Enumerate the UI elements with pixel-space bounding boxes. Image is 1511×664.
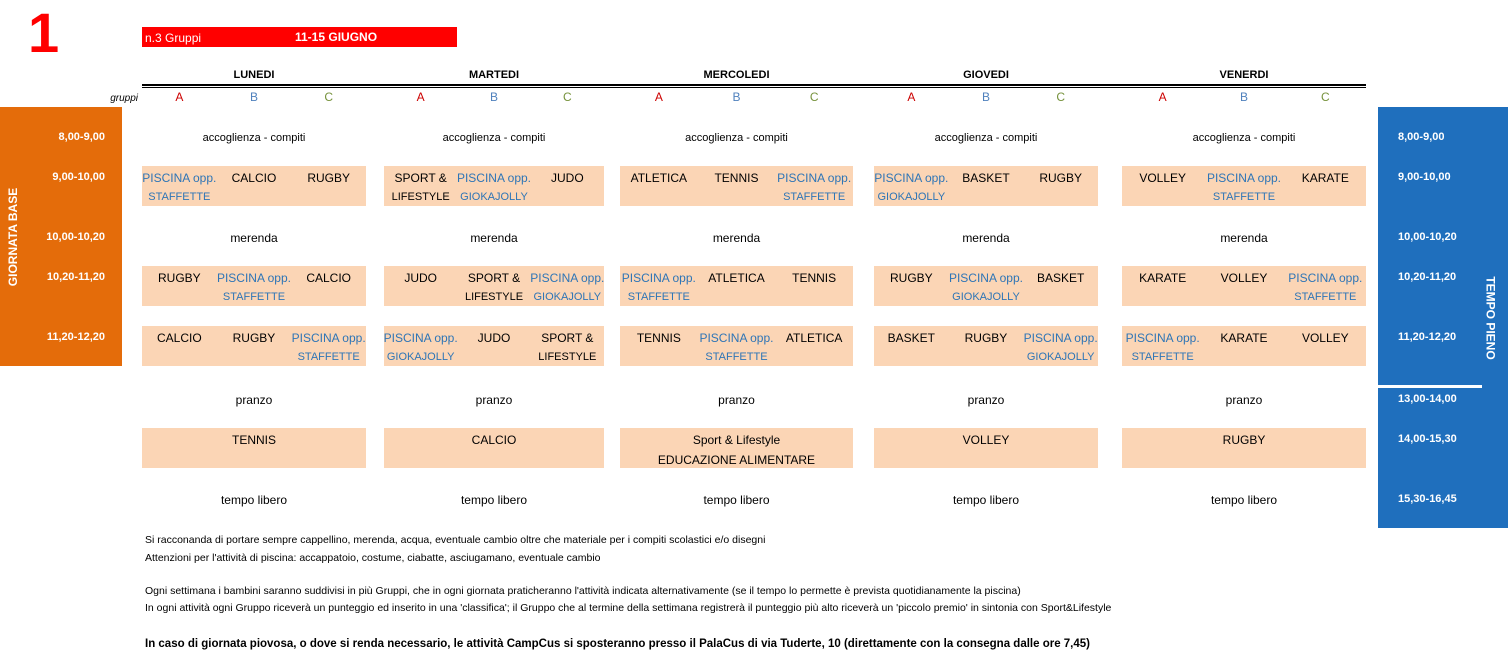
activity-name: CALCIO bbox=[156, 331, 202, 345]
day-header: MARTEDI bbox=[468, 69, 520, 81]
activity-name: TENNIS bbox=[792, 271, 837, 285]
note-items: Si racconanda di portare sempre cappellino, merenda, acqua, eventuale cambio oltre che materiale per i compiti scolastici e/o disegni bbox=[145, 534, 766, 546]
time-label-right: 10,20-11,20 bbox=[1398, 271, 1457, 283]
header-rule bbox=[142, 84, 1366, 86]
welcome-cell: accoglienza - compiti bbox=[442, 132, 546, 144]
activity-name: JUDO bbox=[477, 331, 511, 345]
activity-detail: STAFFETTE bbox=[1294, 291, 1357, 303]
groups-count: n.3 Gruppi bbox=[145, 31, 202, 45]
activity-name: SPORT & bbox=[541, 331, 594, 345]
lunch-cell: pranzo bbox=[967, 393, 1005, 407]
free-time-cell: tempo libero bbox=[952, 493, 1020, 507]
group-letter: C bbox=[1320, 90, 1330, 104]
activity-detail: LIFESTYLE bbox=[391, 191, 450, 203]
day-header: VENERDI bbox=[1219, 69, 1269, 81]
free-time-cell: tempo libero bbox=[1210, 493, 1278, 507]
group-letter: A bbox=[654, 90, 663, 104]
activity-detail: LIFESTYLE bbox=[464, 291, 524, 303]
lunch-cell: pranzo bbox=[235, 393, 273, 407]
afternoon-activity: VOLLEY bbox=[962, 433, 1010, 447]
lunch-cell: pranzo bbox=[718, 393, 755, 407]
week-dates: 11-15 GIUGNO bbox=[295, 30, 378, 44]
time-label-left: 10,00-10,20 bbox=[46, 231, 105, 243]
lunch-cell: pranzo bbox=[1225, 393, 1263, 407]
day-header: MERCOLEDI bbox=[703, 69, 770, 81]
activity-name: CALCIO bbox=[231, 171, 277, 185]
activity-name: PISCINA opp. bbox=[456, 171, 532, 185]
snack-cell: merenda bbox=[470, 231, 518, 245]
snack-cell: merenda bbox=[230, 231, 278, 245]
activity-name: JUDO bbox=[404, 271, 437, 285]
activity-name: VOLLEY bbox=[1220, 271, 1268, 285]
snack-cell: merenda bbox=[712, 231, 761, 245]
giornata-base-label: GIORNATA BASE bbox=[6, 187, 21, 286]
week-banner bbox=[142, 27, 457, 47]
group-letter: C bbox=[1056, 90, 1065, 104]
activity-name: PISCINA opp. bbox=[1288, 271, 1363, 285]
time-label-right: 9,00-10,00 bbox=[1398, 171, 1451, 183]
activity-detail: STAFFETTE bbox=[1131, 351, 1194, 363]
group-letter: B bbox=[732, 90, 741, 104]
welcome-cell: accoglienza - compiti bbox=[202, 132, 306, 144]
activity-name: KARATE bbox=[1220, 331, 1268, 345]
welcome-cell: accoglienza - compiti bbox=[934, 132, 1038, 144]
activity-name: SPORT & bbox=[467, 271, 521, 285]
welcome-cell: accoglienza - compiti bbox=[1192, 132, 1296, 144]
activity-detail: GIOKAJOLLY bbox=[1026, 351, 1095, 363]
tempo-pieno-label: TEMPO PIENO bbox=[1484, 275, 1498, 360]
activity-name: CALCIO bbox=[306, 271, 351, 285]
afternoon-activity: Sport & Lifestyle bbox=[692, 433, 781, 447]
activity-detail: STAFFETTE bbox=[297, 351, 360, 363]
activity-name: RUGBY bbox=[157, 271, 201, 285]
activity-name: JUDO bbox=[550, 171, 584, 185]
activity-name: PISCINA opp. bbox=[530, 271, 605, 285]
activity-name: PISCINA opp. bbox=[1023, 331, 1098, 345]
page-number: 1 bbox=[28, 1, 60, 64]
activity-detail: GIOKAJOLLY bbox=[460, 191, 528, 203]
activity-name: BASKET bbox=[887, 331, 935, 345]
activity-name: PISCINA opp. bbox=[777, 171, 852, 185]
time-label-right: 11,20-12,20 bbox=[1398, 331, 1457, 343]
time-label-right: 8,00-9,00 bbox=[1398, 131, 1445, 143]
activity-name: PISCINA opp. bbox=[216, 271, 291, 285]
activity-detail: STAFFETTE bbox=[1212, 191, 1276, 203]
activity-name: BASKET bbox=[1036, 271, 1085, 285]
free-time-cell: tempo libero bbox=[220, 493, 288, 507]
groups-label: gruppi bbox=[110, 93, 138, 104]
free-time-cell: tempo libero bbox=[460, 493, 528, 507]
lunch-cell: pranzo bbox=[475, 393, 513, 407]
group-letter: B bbox=[981, 90, 990, 104]
activity-name: PISCINA opp. bbox=[1206, 171, 1282, 185]
afternoon-detail: EDUCAZIONE ALIMENTARE bbox=[657, 453, 816, 467]
activity-name: TENNIS bbox=[636, 331, 681, 345]
time-label-right: 15,30-16,45 bbox=[1398, 493, 1457, 505]
activity-detail: STAFFETTE bbox=[148, 191, 211, 203]
activity-name: RUGBY bbox=[307, 171, 350, 185]
activity-name: ATLETICA bbox=[630, 171, 688, 185]
activity-name: VOLLEY bbox=[1139, 171, 1187, 185]
activity-name: PISCINA opp. bbox=[874, 171, 949, 185]
activity-detail: GIOKAJOLLY bbox=[533, 291, 602, 303]
activity-name: ATLETICA bbox=[785, 331, 843, 345]
group-letter: C bbox=[809, 90, 819, 104]
activity-detail: STAFFETTE bbox=[705, 351, 768, 363]
group-letter: A bbox=[907, 90, 916, 104]
time-label-right: 14,00-15,30 bbox=[1398, 433, 1457, 445]
time-label-left: 8,00-9,00 bbox=[58, 131, 105, 143]
activity-name: SPORT & bbox=[394, 171, 447, 185]
activity-name: RUGBY bbox=[1039, 171, 1082, 185]
day-header: GIOVEDI bbox=[963, 69, 1009, 81]
activity-detail: STAFFETTE bbox=[783, 191, 846, 203]
activity-name: RUGBY bbox=[964, 331, 1008, 345]
group-letter: B bbox=[489, 90, 498, 104]
activity-name: ATLETICA bbox=[708, 271, 765, 285]
activity-detail: LIFESTYLE bbox=[538, 351, 597, 363]
activity-detail: GIOKAJOLLY bbox=[952, 291, 1020, 303]
activity-name: KARATE bbox=[1139, 271, 1187, 285]
group-letter: B bbox=[249, 90, 258, 104]
group-letter: A bbox=[1158, 90, 1167, 104]
activity-detail: GIOKAJOLLY bbox=[386, 351, 455, 363]
afternoon-activity: RUGBY bbox=[1222, 433, 1266, 447]
note-pool: Attenzioni per l'attività di piscina: accappatoio, costume, ciabatte, asciugamano, eventuale cambio bbox=[145, 552, 601, 564]
snack-cell: merenda bbox=[962, 231, 1010, 245]
group-letter: B bbox=[1239, 90, 1248, 104]
afternoon-activity: CALCIO bbox=[471, 433, 517, 447]
time-label-right: 13,00-14,00 bbox=[1398, 393, 1457, 405]
activity-detail: STAFFETTE bbox=[222, 291, 286, 303]
note-rain: In caso di giornata piovosa, o dove si renda necessario, le attività CampCus si sposteranno presso il PalaCus di via Tuderte, 10 (direttamente con la consegna dalle ore 7,45) bbox=[145, 638, 1090, 650]
time-label-left: 11,20-12,20 bbox=[46, 331, 105, 343]
activity-name: KARATE bbox=[1301, 171, 1349, 185]
activity-name: PISCINA opp. bbox=[621, 271, 696, 285]
activity-name: PISCINA opp. bbox=[948, 271, 1023, 285]
activity-name: RUGBY bbox=[232, 331, 276, 345]
afternoon-activity: TENNIS bbox=[231, 433, 276, 447]
activity-name: TENNIS bbox=[714, 171, 759, 185]
activity-name: RUGBY bbox=[889, 271, 933, 285]
group-letter: A bbox=[175, 90, 184, 104]
note-scoring: In ogni attività ogni Gruppo riceverà un punteggio ed inserito in una 'classifica'; il Gruppo che al termine della settimana registrerà il punteggio più alto riceverà un 'piccolo premio' in sintonia con Sport&Lifestyle bbox=[145, 602, 1112, 614]
activity-detail: GIOKAJOLLY bbox=[877, 191, 946, 203]
tempo-pieno-separator bbox=[1378, 385, 1482, 388]
snack-cell: merenda bbox=[1220, 231, 1268, 245]
time-label-left: 9,00-10,00 bbox=[52, 171, 105, 183]
activity-name: PISCINA opp. bbox=[142, 171, 217, 185]
activity-name: PISCINA opp. bbox=[291, 331, 366, 345]
day-header: LUNEDI bbox=[233, 69, 275, 81]
time-label-left: 10,20-11,20 bbox=[46, 271, 105, 283]
note-groups: Ogni settimana i bambini saranno suddivisi in più Gruppi, che in ogni giornata praticheranno l'attività indicata alternativamente (se il tempo lo permette è prevista quotidianamente la piscina) bbox=[145, 585, 1021, 597]
welcome-cell: accoglienza - compiti bbox=[685, 132, 788, 144]
activity-name: VOLLEY bbox=[1301, 331, 1349, 345]
activity-name: PISCINA opp. bbox=[383, 331, 458, 345]
time-label-right: 10,00-10,20 bbox=[1398, 231, 1457, 243]
header-rule-thin bbox=[142, 87, 1366, 88]
activity-name: BASKET bbox=[962, 171, 1010, 185]
activity-name: PISCINA opp. bbox=[1125, 331, 1200, 345]
free-time-cell: tempo libero bbox=[703, 493, 770, 507]
group-letter: C bbox=[562, 90, 572, 104]
group-letter: A bbox=[416, 90, 425, 104]
activity-detail: STAFFETTE bbox=[627, 291, 690, 303]
group-letter: C bbox=[324, 90, 333, 104]
activity-name: PISCINA opp. bbox=[699, 331, 774, 345]
